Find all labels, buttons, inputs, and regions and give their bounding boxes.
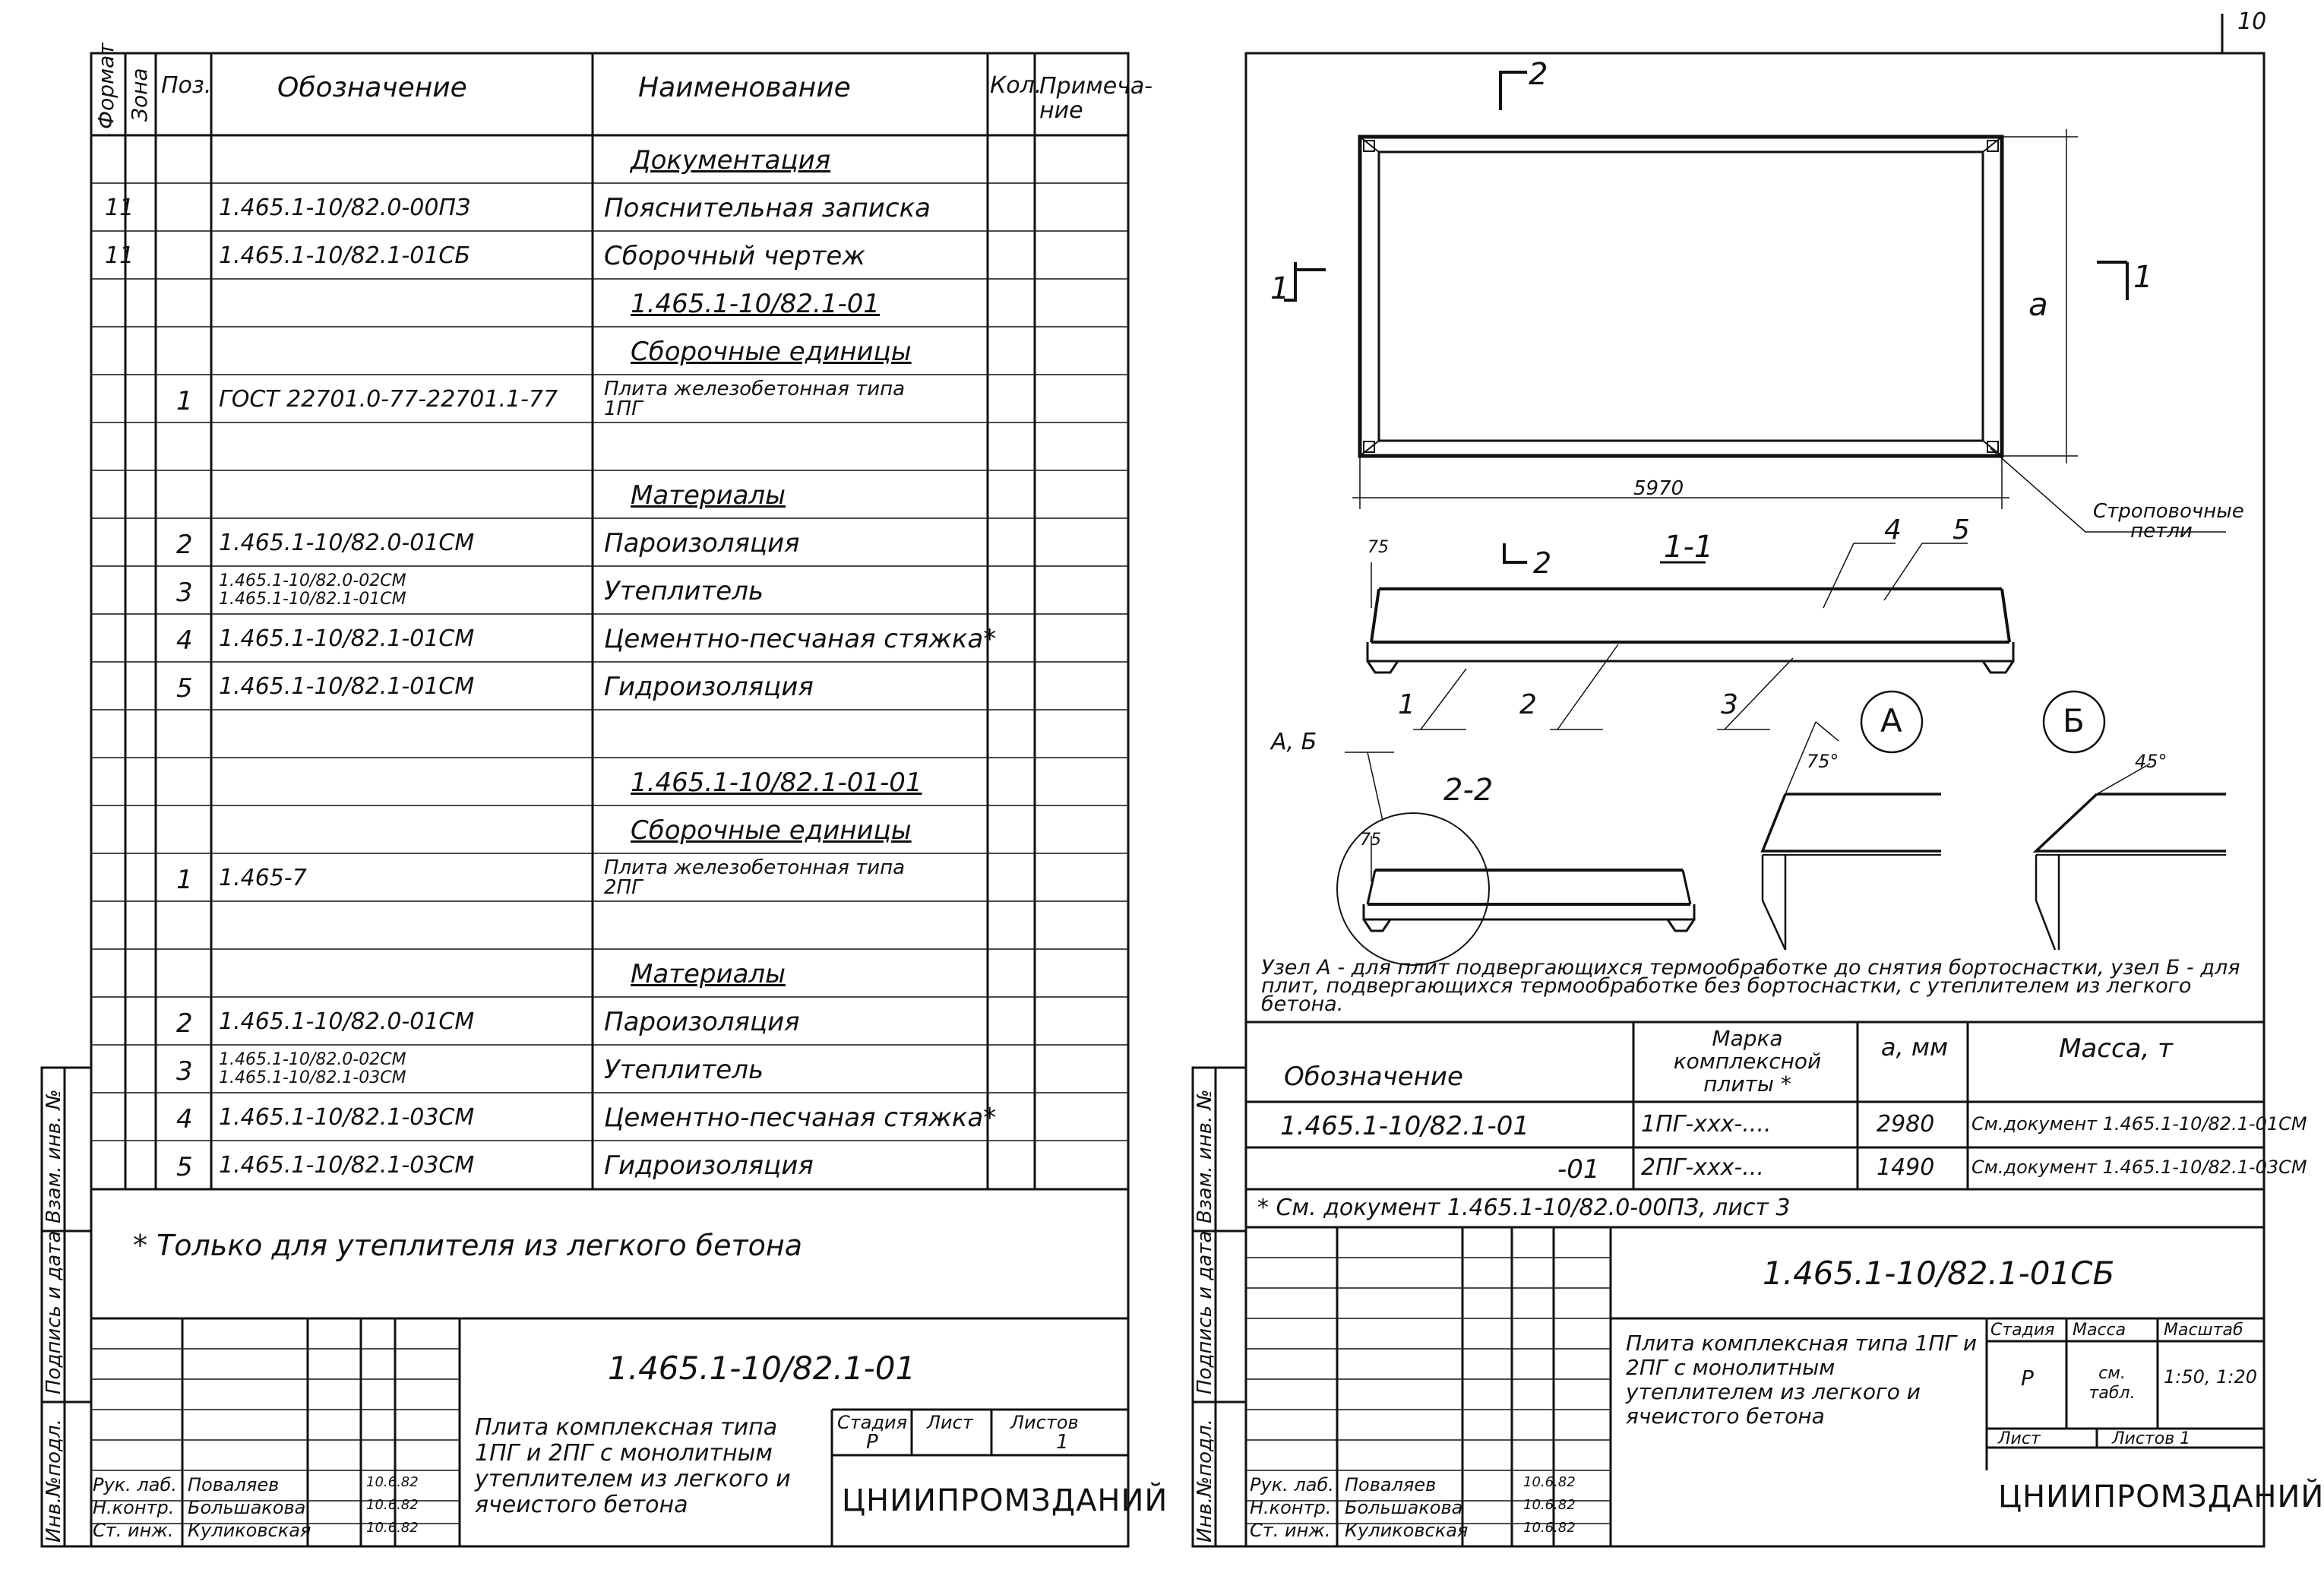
- signature-role: Ст. инж.: [93, 1520, 174, 1541]
- right-sheet-label: Лист: [1998, 1429, 2041, 1448]
- spec-row-name: Материалы: [631, 480, 786, 511]
- right-stage: Р: [2021, 1366, 2034, 1391]
- left-sheet-label: Лист: [927, 1412, 973, 1433]
- callout-5: 5: [1952, 514, 1970, 546]
- right-side-label-replace: Взам. инв. №: [1194, 1089, 1216, 1223]
- spec-row-name: Цементно-песчаная стяжка*: [604, 1103, 997, 1133]
- right-title-code: 1.465.1-10/82.1-01СБ: [1763, 1255, 2115, 1292]
- left-sheets: 1: [1056, 1431, 1069, 1454]
- table-header-a: a, мм: [1880, 1033, 1949, 1062]
- spec-row-name: Сборочные единицы: [631, 815, 912, 846]
- signature-name: Куликовская: [1345, 1520, 1469, 1541]
- spec-row-name: Плита железобетонная типа 1ПГ: [604, 378, 906, 420]
- table-row-2-a: 1490: [1877, 1154, 1935, 1181]
- right-mass-label: Масса: [2073, 1321, 2126, 1340]
- left-frame: [91, 53, 1153, 1546]
- signature-name: Большакова: [188, 1497, 306, 1518]
- spec-row-name: Пароизоляция: [604, 1007, 800, 1037]
- spec-row-name: Сборочные единицы: [631, 337, 912, 367]
- dim-75-a: 75: [1368, 538, 1389, 557]
- section-mark-1-left: 1: [1270, 271, 1290, 306]
- spec-row-name: Гидроизоляция: [604, 1150, 814, 1181]
- section-2-2-label: 2-2: [1443, 773, 1494, 808]
- spec-row-designation: 1.465.1-10/82.1-01СМ: [219, 673, 475, 700]
- header-note: Примеча-ние: [1039, 73, 1153, 124]
- signature-role: Н.контр.: [1250, 1497, 1332, 1518]
- dim-75-b: 75: [1360, 831, 1381, 850]
- right-title-text: Плита комплексная типа 1ПГ и 2ПГ с монолитным утеплителем из легкого и ячеистого бетона: [1626, 1331, 1978, 1429]
- spec-row-designation: 1.465.1-10/82.0-02СМ 1.465.1-10/82.1-03СМ: [219, 1050, 406, 1087]
- node-a-detail: [1763, 691, 1941, 950]
- spec-row-pos: 5: [176, 1152, 193, 1182]
- left-sheets-label: Листов: [1010, 1412, 1079, 1433]
- left-footnote: * Только для утеплителя из легкого бетона: [133, 1229, 803, 1262]
- header-zone: Зона: [127, 68, 152, 122]
- section-2-2: [1337, 752, 1694, 965]
- spec-row-designation: 1.465-7: [219, 865, 307, 891]
- right-side-label-sign: Подпись и дата: [1194, 1230, 1216, 1394]
- node-a-angle: 75°: [1807, 751, 1839, 772]
- callout-3: 3: [1721, 689, 1738, 720]
- table-header-mass: Масса, т: [2059, 1033, 2173, 1064]
- left-side-label-replace: Взам. инв. №: [43, 1089, 65, 1223]
- header-qty: Кол.: [990, 72, 1042, 99]
- section-1-1-label: 1-1: [1664, 530, 1714, 565]
- spec-row-pos: 4: [176, 1104, 193, 1135]
- signature-name: Куликовская: [188, 1520, 311, 1541]
- section-mark-2-mid: 2: [1533, 546, 1552, 580]
- header-format: Формат: [93, 43, 119, 129]
- right-sheets-label: Листов 1: [2112, 1429, 2191, 1448]
- spec-row-pos: 3: [176, 578, 193, 608]
- spec-row-pos: 4: [176, 625, 193, 656]
- node-a-label: А: [1880, 702, 1902, 739]
- node-ab-label: А, Б: [1271, 729, 1317, 755]
- dim-a: a: [2028, 286, 2048, 323]
- right-stage-label: Стадия: [1990, 1321, 2055, 1340]
- spec-row-pos: 2: [176, 530, 193, 560]
- spec-row-name: Цементно-песчаная стяжка*: [604, 624, 997, 654]
- signature-date: 10.6.82: [366, 1497, 419, 1513]
- spec-row-name: Пояснительная записка: [604, 193, 931, 223]
- header-pos: Поз.: [161, 72, 212, 99]
- signature-role: Рук. лаб.: [93, 1474, 177, 1495]
- spec-row-pos: 5: [176, 673, 193, 704]
- signature-role: Н.контр.: [93, 1497, 175, 1518]
- slab-plan-view: [1284, 72, 2226, 532]
- left-title-text: Плита комплексная типа 1ПГ и 2ПГ с монолитным утеплителем из легкого и ячеистого бетона: [475, 1414, 791, 1518]
- lifting-loops-label: Строповочные петли: [2093, 500, 2244, 543]
- left-org: ЦНИИПРОМЗДАНИЙ: [842, 1483, 1168, 1518]
- table-header-designation: Обозначение: [1284, 1062, 1463, 1092]
- node-b-angle: 45°: [2135, 751, 2167, 772]
- right-org: ЦНИИПРОМЗДАНИЙ: [1998, 1479, 2324, 1514]
- table-footnote: * См. документ 1.465.1-10/82.0-00ПЗ, лист 3: [1257, 1195, 1791, 1221]
- node-b-label: Б: [2063, 702, 2085, 739]
- right-mass: см. табл.: [2088, 1364, 2136, 1403]
- node-note: Узел А - для плит подвергающихся термообработке до снятия бортоснастки, узел Б - для плит, подвергающихся термообработке без бортоснастки, с утеплителем из легкого бетона.: [1261, 956, 2240, 1016]
- spec-row-designation: 1.465.1-10/82.1-01СМ: [219, 625, 475, 652]
- signature-role: Рук. лаб.: [1250, 1474, 1334, 1495]
- spec-row-pos: 1: [176, 865, 193, 895]
- left-stage-label: Стадия: [837, 1412, 908, 1433]
- table-header-mark: Марка комплексной плиты *: [1673, 1026, 1822, 1097]
- left-side-label-sign: Подпись и дата: [43, 1230, 65, 1394]
- table-row-1-a: 2980: [1877, 1111, 1935, 1138]
- section-mark-1-right: 1: [2133, 260, 2153, 295]
- signature-role: Ст. инж.: [1250, 1520, 1331, 1541]
- spec-row-designation: 1.465.1-10/82.1-01СБ: [219, 242, 470, 269]
- header-designation: Обозначение: [277, 72, 467, 103]
- section-1-1: [1368, 543, 2013, 729]
- spec-row-designation: 1.465.1-10/82.0-00ПЗ: [219, 195, 471, 221]
- spec-row-name: Гидроизоляция: [604, 672, 814, 702]
- signature-date: 10.6.82: [366, 1474, 419, 1490]
- spec-row-format: 11: [105, 195, 134, 221]
- signature-date: 10.6.82: [1523, 1497, 1576, 1513]
- sheet-number: 10: [2237, 8, 2267, 35]
- spec-row-designation: 1.465.1-10/82.0-01СМ: [219, 530, 475, 556]
- spec-row-pos: 3: [176, 1056, 193, 1087]
- table-row-1-designation: 1.465.1-10/82.1-01: [1280, 1111, 1529, 1141]
- right-scale-label: Масштаб: [2164, 1321, 2243, 1340]
- callout-4: 4: [1884, 514, 1902, 546]
- spec-row-name: Сборочный чертеж: [604, 241, 865, 271]
- left-title-code: 1.465.1-10/82.1-01: [608, 1350, 916, 1387]
- callout-1: 1: [1398, 689, 1415, 720]
- spec-row-designation: 1.465.1-10/82.0-02СМ 1.465.1-10/82.1-01СМ: [219, 571, 406, 609]
- signature-date: 10.6.82: [366, 1520, 419, 1536]
- table-row-2-mass: См.документ 1.465.1-10/82.1-03СМ: [1971, 1157, 2307, 1178]
- spec-row-designation: 1.465.1-10/82.1-03СМ: [219, 1152, 475, 1179]
- spec-row-name: 1.465.1-10/82.1-01: [631, 289, 880, 319]
- header-name: Наименование: [638, 72, 851, 103]
- dim-length: 5970: [1633, 477, 1684, 500]
- section-mark-2-top: 2: [1529, 57, 1548, 92]
- right-scale: 1:50, 1:20: [2164, 1366, 2258, 1388]
- spec-row-name: Материалы: [631, 959, 786, 989]
- spec-row-name: 1.465.1-10/82.1-01-01: [631, 767, 922, 798]
- spec-row-name: Пароизоляция: [604, 528, 800, 559]
- left-stage: Р: [866, 1431, 878, 1454]
- right-side-label-inv: Инв.№подл.: [1194, 1419, 1216, 1543]
- spec-row-name: Плита железобетонная типа 2ПГ: [604, 856, 906, 899]
- signature-name: Большакова: [1345, 1497, 1463, 1518]
- left-side-label-inv: Инв.№подл.: [43, 1419, 65, 1543]
- spec-row-format: 11: [105, 242, 134, 269]
- signature-date: 10.6.82: [1523, 1474, 1576, 1490]
- table-row-2-mark: 2ПГ-ххх-...: [1641, 1154, 1764, 1181]
- signature-name: Поваляев: [1345, 1474, 1437, 1495]
- spec-row-name: Документация: [631, 145, 831, 176]
- spec-row-designation: 1.465.1-10/82.1-03СМ: [219, 1104, 475, 1131]
- spec-row-name: Утеплитель: [604, 576, 764, 606]
- signature-name: Поваляев: [188, 1474, 280, 1495]
- spec-row-pos: 2: [176, 1008, 193, 1039]
- table-row-1-mass: См.документ 1.465.1-10/82.1-01СМ: [1971, 1113, 2307, 1135]
- table-row-1-mark: 1ПГ-ххх-....: [1641, 1111, 1772, 1138]
- spec-row-designation: ГОСТ 22701.0-77-22701.1-77: [219, 386, 558, 413]
- table-row-2-designation: -01: [1557, 1154, 1600, 1185]
- signature-date: 10.6.82: [1523, 1520, 1576, 1536]
- spec-row-pos: 1: [176, 386, 193, 416]
- spec-row-name: Утеплитель: [604, 1055, 764, 1085]
- spec-row-designation: 1.465.1-10/82.0-01СМ: [219, 1008, 475, 1035]
- callout-2: 2: [1519, 689, 1537, 720]
